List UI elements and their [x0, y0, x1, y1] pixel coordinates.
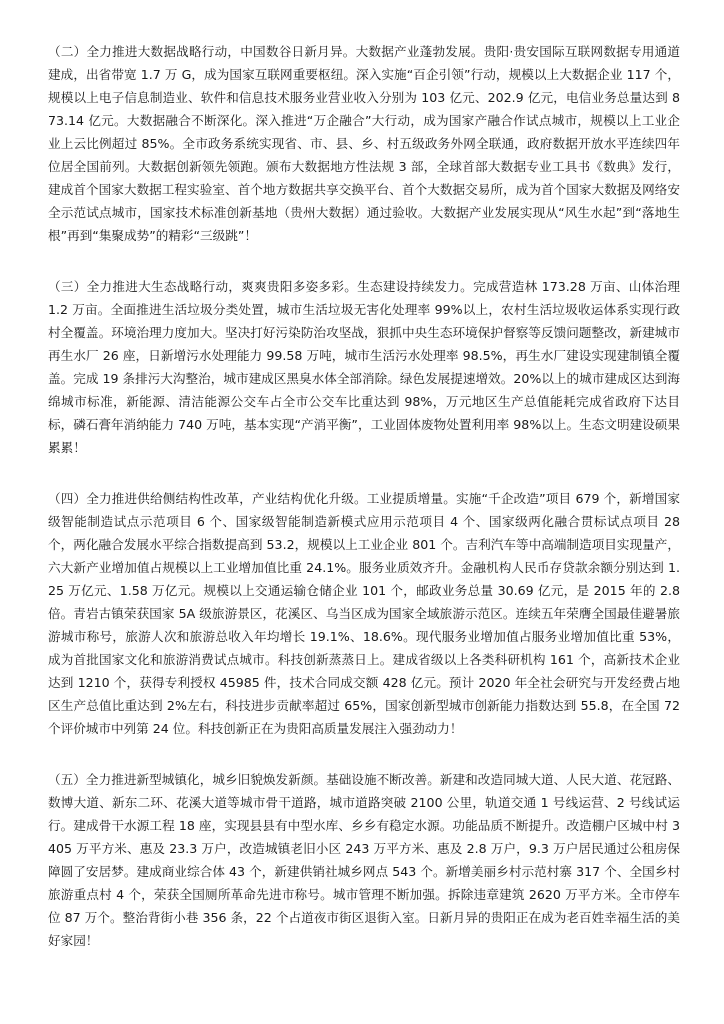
paragraph-supply-side-reform: （四）全力推进供给侧结构性改革，产业结构优化升级。工业提质增量。实施“千企改造”项目 679 个，新增国家级智能制造试点示范项目 6 个、国家级智能制造新模式应用示范项目 4 个、国家级两化融合贯标试点项目 28 个，两化融合发展水平综合指数提高到 53.2，规模以上工业企业 801 个。吉利汽车等中高端制造项目实现量产，六大新产业增加值占规模以上工业增加值比重 24.1%。服务业质效齐升。金融机构人民币存贷款余额分别达到 1.25 万亿元、1.58 万亿元。规模以上交通运输仓储企业 101 个，邮政业务总量 30.69 亿元，是 2015 年的 2.8 倍。青岩古镇荣获国家 5A 级旅游景区，花溪区、乌当区成为国家全域旅游示范区。连续五年荣膺全国最佳避暑旅游城市称号，旅游人次和旅游总收入年均增长 19.1%、18.6%。现代服务业增加值占服务业增加值比重 53%，成为首批国家文化和旅游消费试点城市。科技创新蒸蒸日上。建成省级以上各类科研机构 161 个，高新技术企业达到 1210 个，获得专利授权 45985 件，技术合同成交额 428 亿元。预计 2020 年全社会研究与开发经费占地区生产总值比重达到 2%左右，科技进步贡献率超过 65%，国家创新型城市创新能力指数达到 55.8，在全国 72 个评价城市中列第 24 位。科技创新正在为贵阳高质量发展注入强劲动力！ — [48, 491, 680, 736]
paragraph-ecology: （三）全力推进大生态战略行动，爽爽贵阳多姿多彩。生态建设持续发力。完成营造林 173.28 万亩、山体治理 1.2 万亩。全面推进生活垃圾分类处置，城市生活垃圾无害化处理率 99%以上，农村生活垃圾收运体系实现行政村全覆盖。环境治理力度加大。坚决打好污染防治攻坚战，狠抓中央生态环境保护督察等反馈问题整改，新建城市再生水厂 26 座，日新增污水处理能力 99.58 万吨，城市生活污水处理率 98.5%，再生水厂建设实现建制镇全覆盖。完成 19 条排污大沟整治，城市建成区黑臭水体全部消除。绿色发展提速增效。20%以上的城市建成区达到海绵城市标准，新能源、清洁能源公交车占全市公交车比重达到 98%，万元地区生产总值能耗完成省政府下达目标，磷石膏年消纳能力 740 万吨，基本实现“产消平衡”，工业固体废物处置利用率 98%以上。生态文明建设硕果累累！ — [48, 279, 680, 455]
document-body — [48, 40, 680, 952]
paragraph-urbanization: （五）全力推进新型城镇化，城乡旧貌焕发新颜。基础设施不断改善。新建和改造同城大道、人民大道、花冠路、数博大道、新东二环、花溪大道等城市骨干道路，城市道路突破 2100 公里，轨道交通 1 号线运营、2 号线试运行。建成骨干水源工程 18 座，实现县县有中型水库、乡乡有稳定水源。功能品质不断提升。改造棚户区城中村 3405 万平方米、惠及 23.3 万户，改造城镇老旧小区 243 万平方米、惠及 2.8 万户，9.3 万户居民通过公租房保障圆了安居梦。建成商业综合体 43 个，新建供销社城乡网点 543 个。新增美丽乡村示范村寨 317 个、全国乡村旅游重点村 4 个，荣获全国厕所革命先进市称号。城市管理不断加强。拆除违章建筑 2620 万平方米。全市停车位 87 万个。整治背街小巷 356 条，22 个占道夜市街区退街入室。日新月异的贵阳正在成为老百姓幸福生活的美好家园！ — [48, 772, 680, 948]
paragraph-big-data: （二）全力推进大数据战略行动，中国数谷日新月异。大数据产业蓬勃发展。贵阳·贵安国际互联网数据专用通道建成，出省带宽 1.7 万 G，成为国家互联网重要枢纽。深入实施“百企引领”行动，规模以上大数据企业 117 个，规模以上电子信息制造业、软件和信息技术服务业营业收入分别为 103 亿元、202.9 亿元，电信业务总量达到 873.14 亿元。大数据融合不断深化。深入推进“万企融合”大行动，成为国家产融合作试点城市，规模以上工业企业上云比例超过 85%。全市政务系统实现省、市、县、乡、村五级政务外网全联通，政府数据开放水平连续四年位居全国前列。大数据创新领先领跑。颁布大数据地方性法规 3 部，全球首部大数据专业工具书《数典》发行，建成首个国家大数据工程实验室、首个地方数据共享交换平台、首个大数据交易所，成为首个国家大数据及网络安全示范试点城市，国家技术标准创新基地（贵州大数据）通过验收。大数据产业发展实现从“风生水起”到“落地生根”再到“集聚成势”的精彩“三级跳”！ — [48, 44, 680, 243]
